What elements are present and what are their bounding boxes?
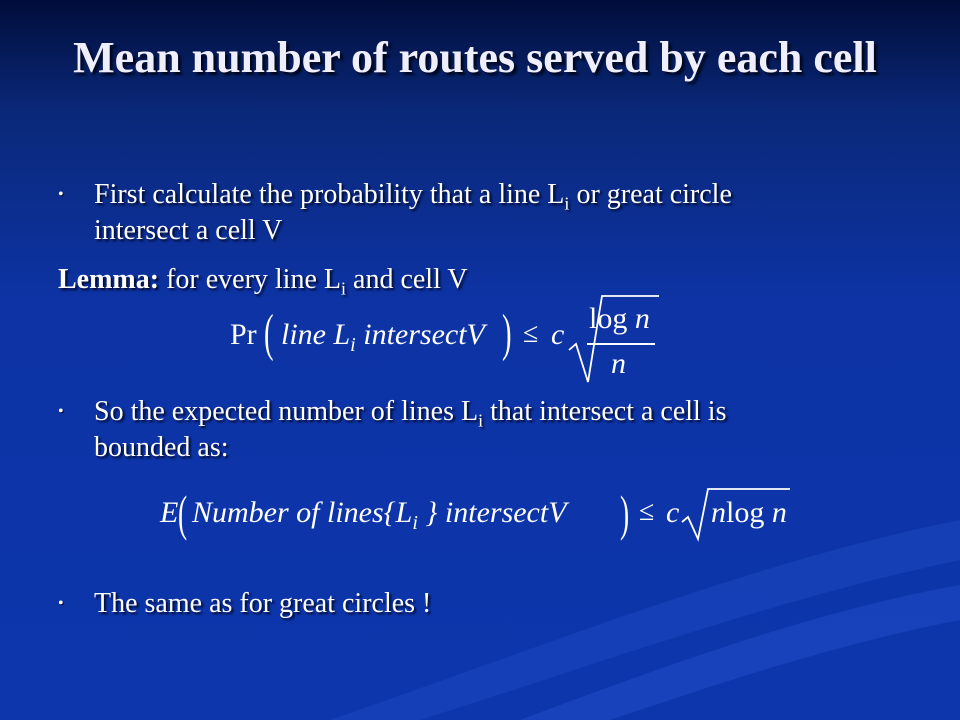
formula-2-e: E <box>160 496 179 529</box>
formula-2-body-b: } intersectV <box>417 496 567 529</box>
formula-probability <box>230 290 670 390</box>
bullet-1-subscript: i <box>564 193 570 214</box>
formula-1-body-b: intersectV <box>355 318 485 351</box>
formula-1-pr: Pr <box>230 318 257 351</box>
formula-2-rad-n1: n <box>711 496 726 529</box>
bullet-3-text: The same as for great circles ! <box>94 588 432 619</box>
formula-2-leq: ≤ <box>639 496 655 527</box>
formula-1-denominator: n <box>611 347 626 380</box>
lemma-text-b: and cell V <box>346 264 468 295</box>
formula-1-leq: ≤ <box>523 318 539 349</box>
bullet-1-text-b: or great circle <box>569 179 732 210</box>
formula-2-c: c <box>666 496 680 529</box>
formula-1-c: c <box>551 318 565 351</box>
formula-1-fraction-bar <box>587 343 655 345</box>
formula-2-rad-log: log <box>726 496 772 529</box>
formula-1-numerator <box>589 302 650 336</box>
formula-2-open-paren: ( <box>178 485 188 541</box>
bullet-2-line-2: bounded as: <box>94 432 229 463</box>
bullet-dot: • <box>58 403 64 420</box>
formula-2-sub: i <box>412 512 418 534</box>
formula-2-rad-n2: n <box>771 496 787 529</box>
formula-1-open-paren: ( <box>264 305 274 362</box>
lemma-text-a: for every line L <box>159 264 341 295</box>
bullet-1-line-1 <box>94 178 732 212</box>
lemma-subscript: i <box>341 278 347 299</box>
formula-2-close-paren: ) <box>620 485 630 541</box>
formula-expectation <box>160 482 810 548</box>
formula-1-sub: i <box>350 334 356 356</box>
formula-2-body-a: Number of lines{L <box>192 496 413 529</box>
bullet-1-text-a: First calculate the probability that a line L <box>94 179 565 210</box>
bullet-dot: • <box>58 595 64 612</box>
lemma-label: Lemma: <box>58 264 160 295</box>
bullet-2-subscript: i <box>478 410 484 431</box>
bullet-2-text-b: that intersect a cell is <box>483 396 727 427</box>
formula-1-log: log <box>589 302 635 335</box>
formula-1-num-n: n <box>634 302 650 335</box>
formula-2-body <box>192 496 567 534</box>
formula-1-close-paren: ) <box>502 305 512 362</box>
bullet-2-text-a: So the expected number of lines L <box>94 396 479 427</box>
bullet-2-line-1 <box>94 395 727 429</box>
slide-title: Mean number of routes served by each cell <box>73 33 877 82</box>
bullet-1-line-2: intersect a cell V <box>94 215 283 246</box>
bullet-dot: • <box>58 186 64 203</box>
formula-2-radicand <box>711 496 787 530</box>
formula-1-body <box>281 318 485 356</box>
formula-1-body-a: line L <box>281 318 351 351</box>
